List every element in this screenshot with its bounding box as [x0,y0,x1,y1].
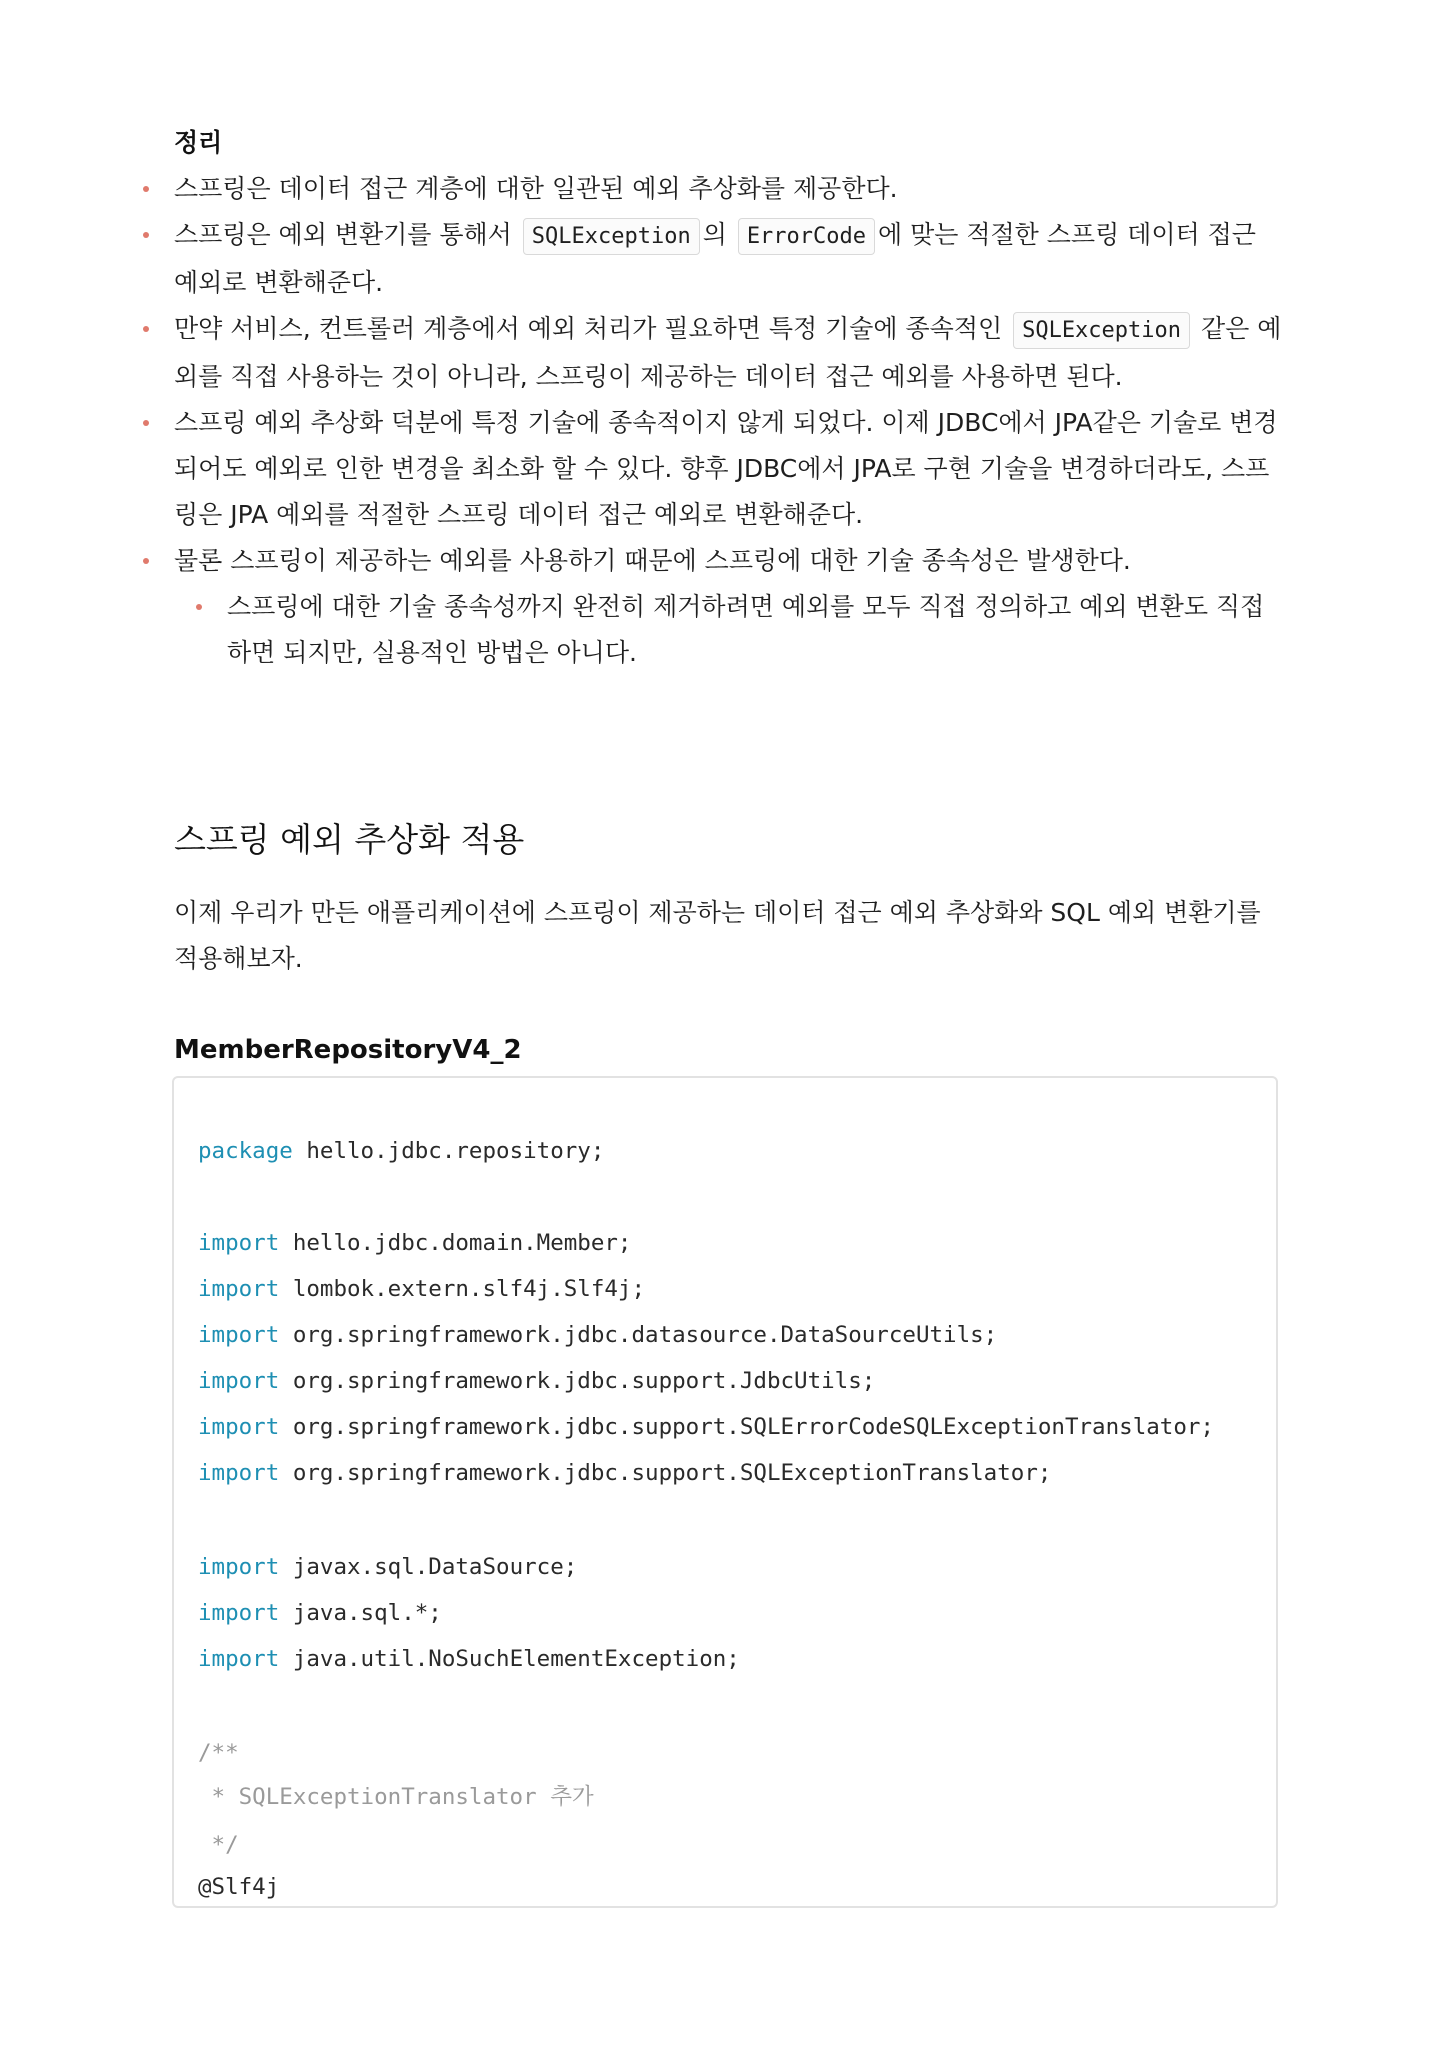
code-block [172,1076,1278,1908]
inline-code: SQLException [1013,312,1190,349]
list-item [174,306,1284,400]
list-item [174,166,1284,212]
code-keyword: import [198,1460,280,1486]
code-line [198,1366,875,1396]
summary-heading: 정리 [174,128,223,157]
list-item [174,538,1284,676]
sub-list-item [227,584,1284,676]
code-line [198,1228,631,1258]
code-text: java.util.NoSuchElementException; [279,1646,740,1672]
code-comment: */ [198,1832,239,1858]
code-text: org.springframework.jdbc.support.SQLExceptionTranslator; [279,1460,1052,1486]
code-block-title: MemberRepositoryV4_2 [174,1035,522,1065]
code-text: org.springframework.jdbc.datasource.DataSourceUtils; [279,1322,998,1348]
section-intro: 이제 우리가 만든 애플리케이션에 스프링이 제공하는 데이터 접근 예외 추상화와 SQL 예외 변환기를 적용해보자. [174,898,1261,973]
code-comment: * SQLExceptionTranslator 추가 [198,1784,594,1810]
code-line [198,1598,442,1628]
code-keyword: import [198,1322,280,1348]
inline-code: SQLException [523,218,700,255]
code-line [198,1644,740,1674]
code-keyword: import [198,1646,280,1672]
code-keyword: package [198,1138,293,1164]
code-keyword: import [198,1230,280,1256]
summary-list [174,166,1284,676]
code-annotation: @Slf4j [198,1874,280,1900]
code-text: hello.jdbc.repository; [292,1138,605,1164]
list-item-text: 만약 서비스, 컨트롤러 계층에서 예외 처리가 필요하면 특정 기술에 종속적인 [174,314,1003,343]
code-line [198,1136,604,1166]
code-line [198,1412,1214,1442]
list-item-text: 스프링 예외 추상화 덕분에 특정 기술에 종속적이지 않게 되었다. 이제 JDBC에서 JPA같은 기술로 변경되어도 예외로 인한 변경을 최소화 할 수 있다. 향후 JDBC에서 JPA로 구현 기술을 변경하더라도, 스프링은 JPA 예외를 적절한 스프링 데이터 접근 예외로 변환해준다. [174,408,1278,529]
list-item-text: 에 맞는 적절한 스프링 데이터 접근 예외로 변환해준다. [174,220,1256,297]
sub-list [174,584,1284,676]
code-keyword: import [198,1276,280,1302]
code-comment: /** [198,1740,239,1766]
code-text: lombok.extern.slf4j.Slf4j; [279,1276,646,1302]
code-text: hello.jdbc.domain.Member; [279,1230,632,1256]
list-item-text: 의 [702,220,727,249]
list-item [174,212,1284,306]
list-item-text: 같은 예외를 직접 사용하는 것이 아니라, 스프링이 제공하는 데이터 접근 예외를 사용하면 된다. [174,314,1282,391]
code-keyword: import [198,1554,280,1580]
code-line [198,1274,645,1304]
list-item-text: 스프링은 예외 변환기를 통해서 [174,220,512,249]
section-title: 스프링 예외 추상화 적용 [174,820,525,859]
code-keyword: import [198,1368,280,1394]
code-text: org.springframework.jdbc.support.SQLErrorCodeSQLExceptionTranslator; [279,1414,1214,1440]
code-line [198,1320,997,1350]
code-keyword: import [198,1414,280,1440]
inline-code: ErrorCode [738,218,875,255]
list-item [174,400,1284,538]
code-text: org.springframework.jdbc.support.JdbcUtils; [279,1368,876,1394]
code-text: javax.sql.DataSource; [279,1554,578,1580]
sub-list-item-text: 스프링에 대한 기술 종속성까지 완전히 제거하려면 예외를 모두 직접 정의하고 예외 변환도 직접 하면 되지만, 실용적인 방법은 아니다. [227,592,1265,667]
list-item-text: 물론 스프링이 제공하는 예외를 사용하기 때문에 스프링에 대한 기술 종속성은 발생한다. [174,546,1131,575]
code-line [198,1458,1051,1488]
code-line [198,1552,577,1582]
code-keyword: import [198,1600,280,1626]
list-item-text: 스프링은 데이터 접근 계층에 대한 일관된 예외 추상화를 제공한다. [174,174,898,203]
summary-section [174,120,1284,676]
code-text: java.sql.*; [279,1600,442,1626]
